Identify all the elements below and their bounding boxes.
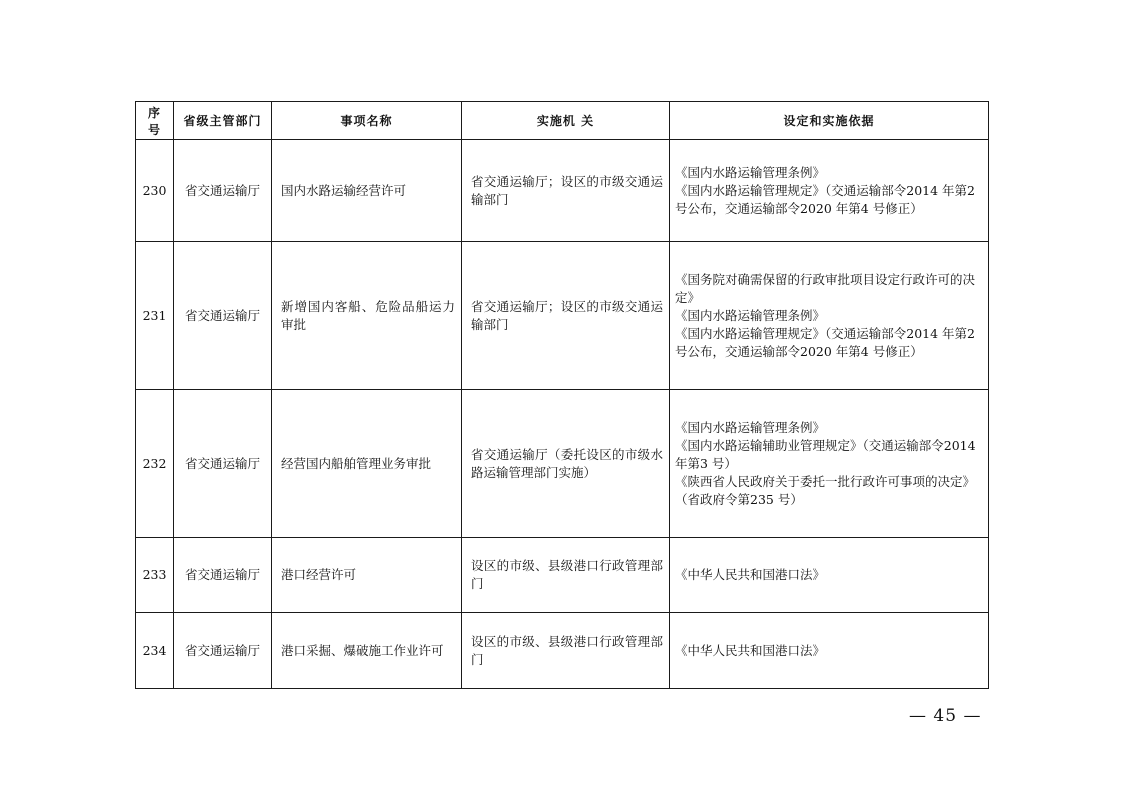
cell-implementing-org: 省交通运输厅；设区的市级交通运输部门: [462, 242, 670, 390]
cell-item-name: 经营国内船舶管理业务审批: [272, 390, 462, 538]
basis-line: 《国内水路运输管理规定》（交通运输部令2014 年第2 号公布，交通运输部令2020 年第4 号修正）: [675, 182, 975, 216]
cell-department: 省交通运输厅: [174, 140, 272, 242]
header-implementing-org: 实施机 关: [462, 102, 670, 140]
table-row: [136, 242, 989, 390]
basis-line: 《国内水路运输管理条例》: [675, 419, 826, 435]
table-row: [136, 613, 989, 689]
cell-item-name: 港口经营许可: [272, 538, 462, 613]
basis-line: 《国内水路运输管理条例》: [675, 164, 826, 180]
basis-line: 《国内水路运输管理规定》（交通运输部令2014 年第2 号公布，交通运输部令2020 年第4 号修正）: [675, 325, 975, 359]
table-row: [136, 140, 989, 242]
basis-line: 《国内水路运输管理条例》: [675, 307, 826, 323]
cell-legal-basis: [670, 390, 989, 538]
table-row: [136, 390, 989, 538]
cell-item-name: 港口采掘、爆破施工作业许可: [272, 613, 462, 689]
cell-department: 省交通运输厅: [174, 538, 272, 613]
cell-department: 省交通运输厅: [174, 390, 272, 538]
table-header: [136, 102, 989, 140]
cell-implementing-org: 设区的市级、县级港口行政管理部门: [462, 538, 670, 613]
basis-line: 《国务院对确需保留的行政审批项目设定行政许可的决定》: [675, 271, 976, 305]
header-legal-basis: 设定和实施依据: [670, 102, 989, 140]
cell-implementing-org: 省交通运输厅（委托设区的市级水路运输管理部门实施）: [462, 390, 670, 538]
cell-department: 省交通运输厅: [174, 613, 272, 689]
cell-legal-basis: [670, 613, 989, 689]
table-row: [136, 538, 989, 613]
cell-serial-no: 230: [136, 140, 174, 242]
cell-serial-no: 231: [136, 242, 174, 390]
basis-line: 《国内水路运输辅助业管理规定》（交通运输部令2014 年第3 号）: [675, 437, 976, 471]
approval-items-table: [135, 101, 989, 689]
cell-legal-basis: [670, 538, 989, 613]
basis-line: 《陕西省人民政府关于委托一批行政许可事项的决定》（省政府令第235 号）: [675, 473, 976, 507]
page-number: — 45 —: [909, 706, 982, 726]
basis-line: 《中华人民共和国港口法》: [675, 642, 826, 658]
header-serial-no: 序号: [136, 102, 174, 140]
cell-legal-basis: [670, 140, 989, 242]
header-department: 省级主管部门: [174, 102, 272, 140]
cell-implementing-org: 省交通运输厅；设区的市级交通运输部门: [462, 140, 670, 242]
cell-legal-basis: [670, 242, 989, 390]
cell-implementing-org: 设区的市级、县级港口行政管理部门: [462, 613, 670, 689]
cell-department: 省交通运输厅: [174, 242, 272, 390]
basis-line: 《中华人民共和国港口法》: [675, 567, 826, 582]
cell-serial-no: 234: [136, 613, 174, 689]
header-row: [136, 102, 989, 140]
cell-item-name: 国内水路运输经营许可: [272, 140, 462, 242]
cell-serial-no: 233: [136, 538, 174, 613]
cell-item-name: 新增国内客船、危险品船运力审批: [272, 242, 462, 390]
header-item-name: 事项名称: [272, 102, 462, 140]
table-body: [136, 140, 989, 689]
cell-serial-no: 232: [136, 390, 174, 538]
